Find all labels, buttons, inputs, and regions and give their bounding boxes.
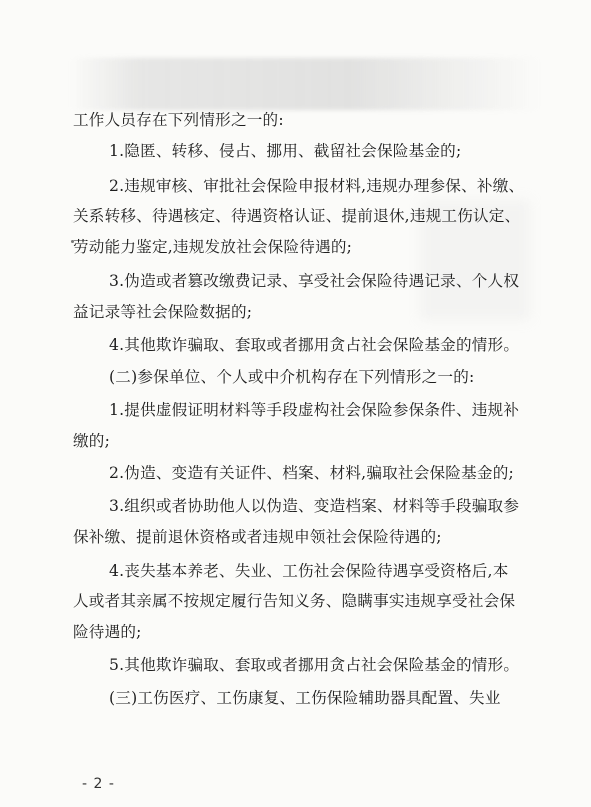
text-line: 1.提供虚假证明材料等手段虚构社会保险参保条件、违规补 [109,401,520,419]
text-line: 保补缴、提前退休资格或者违规申领社会保险待遇的; [73,528,442,546]
text-line: 劳动能力鉴定,违规发放社会保险待遇的; [73,238,353,256]
text-line: 益记录等社会保险数据的; [73,303,253,321]
show-through-title-shadow [70,58,540,110]
text-line: 4.其他欺诈骗取、套取或者挪用贪占社会保险基金的情形。 [109,336,520,354]
page-number: - 2 - [82,776,115,792]
text-line: 5.其他欺诈骗取、套取或者挪用贪占社会保险基金的情形。 [109,656,520,674]
text-line: 2.违规审核、审批社会保险申报材料,违规办理参保、补缴、 [109,177,525,195]
text-line: 2.伪造、变造有关证件、档案、材料,骗取社会保险基金的; [109,464,514,482]
text-line: 4.丧失基本养老、失业、工伤社会保险待遇享受资格后,本 [109,562,509,580]
section-heading: (三)工伤医疗、工伤康复、工伤保险辅助器具配置、失业 [109,689,501,707]
text-line: 3.伪造或者篡改缴费记录、享受社会保险待遇记录、个人权 [109,272,520,290]
text-line: 1.隐匿、转移、侵占、挪用、截留社会保险基金的; [109,142,462,160]
text-line: 人或者其亲属不按规定履行告知义务、隐瞒事实违规享受社会保 [73,592,516,610]
text-line: 险待遇的; [73,623,142,641]
section-heading: (二)参保单位、个人或中介机构存在下列情形之一的: [109,368,475,386]
text-line: 3.组织或者协助他人以伪造、变造档案、材料等手段骗取参 [109,497,520,515]
text-line: 缴的; [73,432,111,450]
text-line: 关系转移、待遇核定、待遇资格认证、提前退休,违规工伤认定、 [73,207,521,225]
text-line: 工作人员存在下列情形之一的: [73,111,284,129]
